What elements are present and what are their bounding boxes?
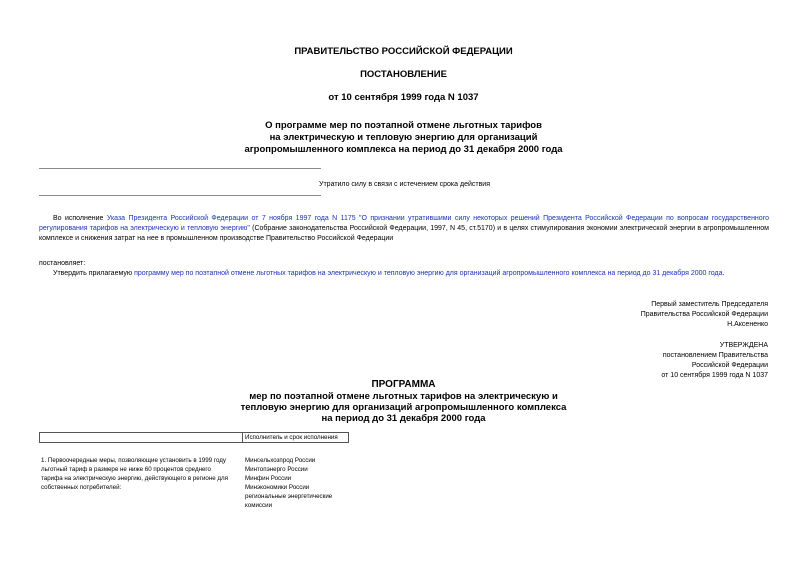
executor: Минэкономики России: [245, 484, 310, 491]
divider-top: [39, 168, 321, 169]
divider-bottom: [39, 195, 321, 196]
approved-line: УТВЕРЖДЕНА: [719, 342, 768, 349]
program-table-header: [39, 432, 349, 443]
signature-block: [560, 300, 768, 330]
item-line: собственных потребителей:: [41, 484, 122, 491]
item-line: тарифа на электрическую энергию, действующего в регионе для: [41, 475, 229, 482]
program-title-line: тепловую энергию для организаций агропромышленного комплекса: [240, 402, 567, 413]
document-date: от 10 сентября 1999 года N 1037: [328, 92, 479, 103]
approve-paragraph: [53, 269, 773, 279]
executor: Минсельхозпрод России: [245, 457, 316, 464]
preamble-tail-2: агропромышленном комплексе и снижения затрат на нее в промышленном производстве Правительство Российской Федерации: [39, 225, 769, 242]
status-note: Утратило силу в связи с истечением срока действия: [319, 181, 490, 188]
table-header-cell: [40, 433, 243, 443]
item-line: льготный тариф в размере не ниже 60 процентов среднего: [41, 466, 211, 473]
resolves-label: постановляет:: [39, 260, 86, 267]
title-line: О программе мер по поэтапной отмене льготных тарифов: [265, 120, 542, 131]
executor: Минтопэнерго России: [245, 466, 308, 473]
executor: Минфин России: [245, 475, 292, 482]
preamble-tail: (Собрание законодательства Российской Федерации, 1997, N 45, ст.5170) и в целях стимулирования экономии электрической энергии в: [249, 225, 702, 232]
preamble-lead: Во исполнение: [53, 215, 107, 222]
program-link[interactable]: программу мер по поэтапной отмене льготных тарифов на электрическую и тепловую энергию для организаций агропромышленного комплекса на период до 31 декабря 2000 года: [134, 270, 723, 277]
program-item-executors: [245, 456, 355, 510]
program-title: [0, 391, 807, 424]
program-title-line: на период до 31 декабря 2000 года: [321, 413, 486, 424]
program-title-line: мер по поэтапной отмене льготных тарифов на электрическую и: [249, 391, 558, 402]
executor: региональные энергетические: [245, 493, 333, 500]
approve-end: .: [722, 270, 725, 277]
title-line: на электрическую и тепловую энергию для организаций: [269, 132, 538, 143]
preamble-paragraph: [39, 214, 769, 244]
approve-lead: Утвердить прилагаемую: [53, 270, 135, 277]
approved-line: от 10 сентября 1999 года N 1037: [661, 372, 768, 379]
document-type: ПОСТАНОВЛЕНИЕ: [360, 69, 447, 80]
item-line: 1. Первоочередные меры, позволяющие установить в 1999 году: [41, 457, 226, 464]
program-item-measures: [41, 456, 246, 492]
executor: комиссии: [245, 502, 273, 509]
signature-name: Н.Аксененко: [727, 321, 768, 328]
signature-line: Первый заместитель Председателя: [651, 301, 768, 308]
title-line: агропромышленного комплекса на период до 31 декабря 2000 года: [244, 144, 563, 155]
approved-block: [560, 341, 768, 381]
approved-line: постановлением Правительства: [662, 352, 768, 359]
decree-link[interactable]: Указа Президента Российской Федерации от 7 ноября 1997 года N 1175 "О признании утратившими силу некоторых решений Президента Российской Федерации по вопросам государственного: [106, 215, 769, 222]
program-heading: ПРОГРАММА: [371, 379, 436, 390]
government-title: ПРАВИТЕЛЬСТВО РОССИЙСКОЙ ФЕДЕРАЦИИ: [294, 46, 513, 57]
document-title: [0, 120, 807, 156]
approved-line: Российской Федерации: [691, 362, 768, 369]
signature-line: Правительства Российской Федерации: [640, 311, 768, 318]
table-header-cell: Исполнитель и срок исполнения: [243, 433, 349, 443]
decree-link-cont[interactable]: регулирования тарифов на электрическую и тепловую энергию": [39, 225, 250, 232]
